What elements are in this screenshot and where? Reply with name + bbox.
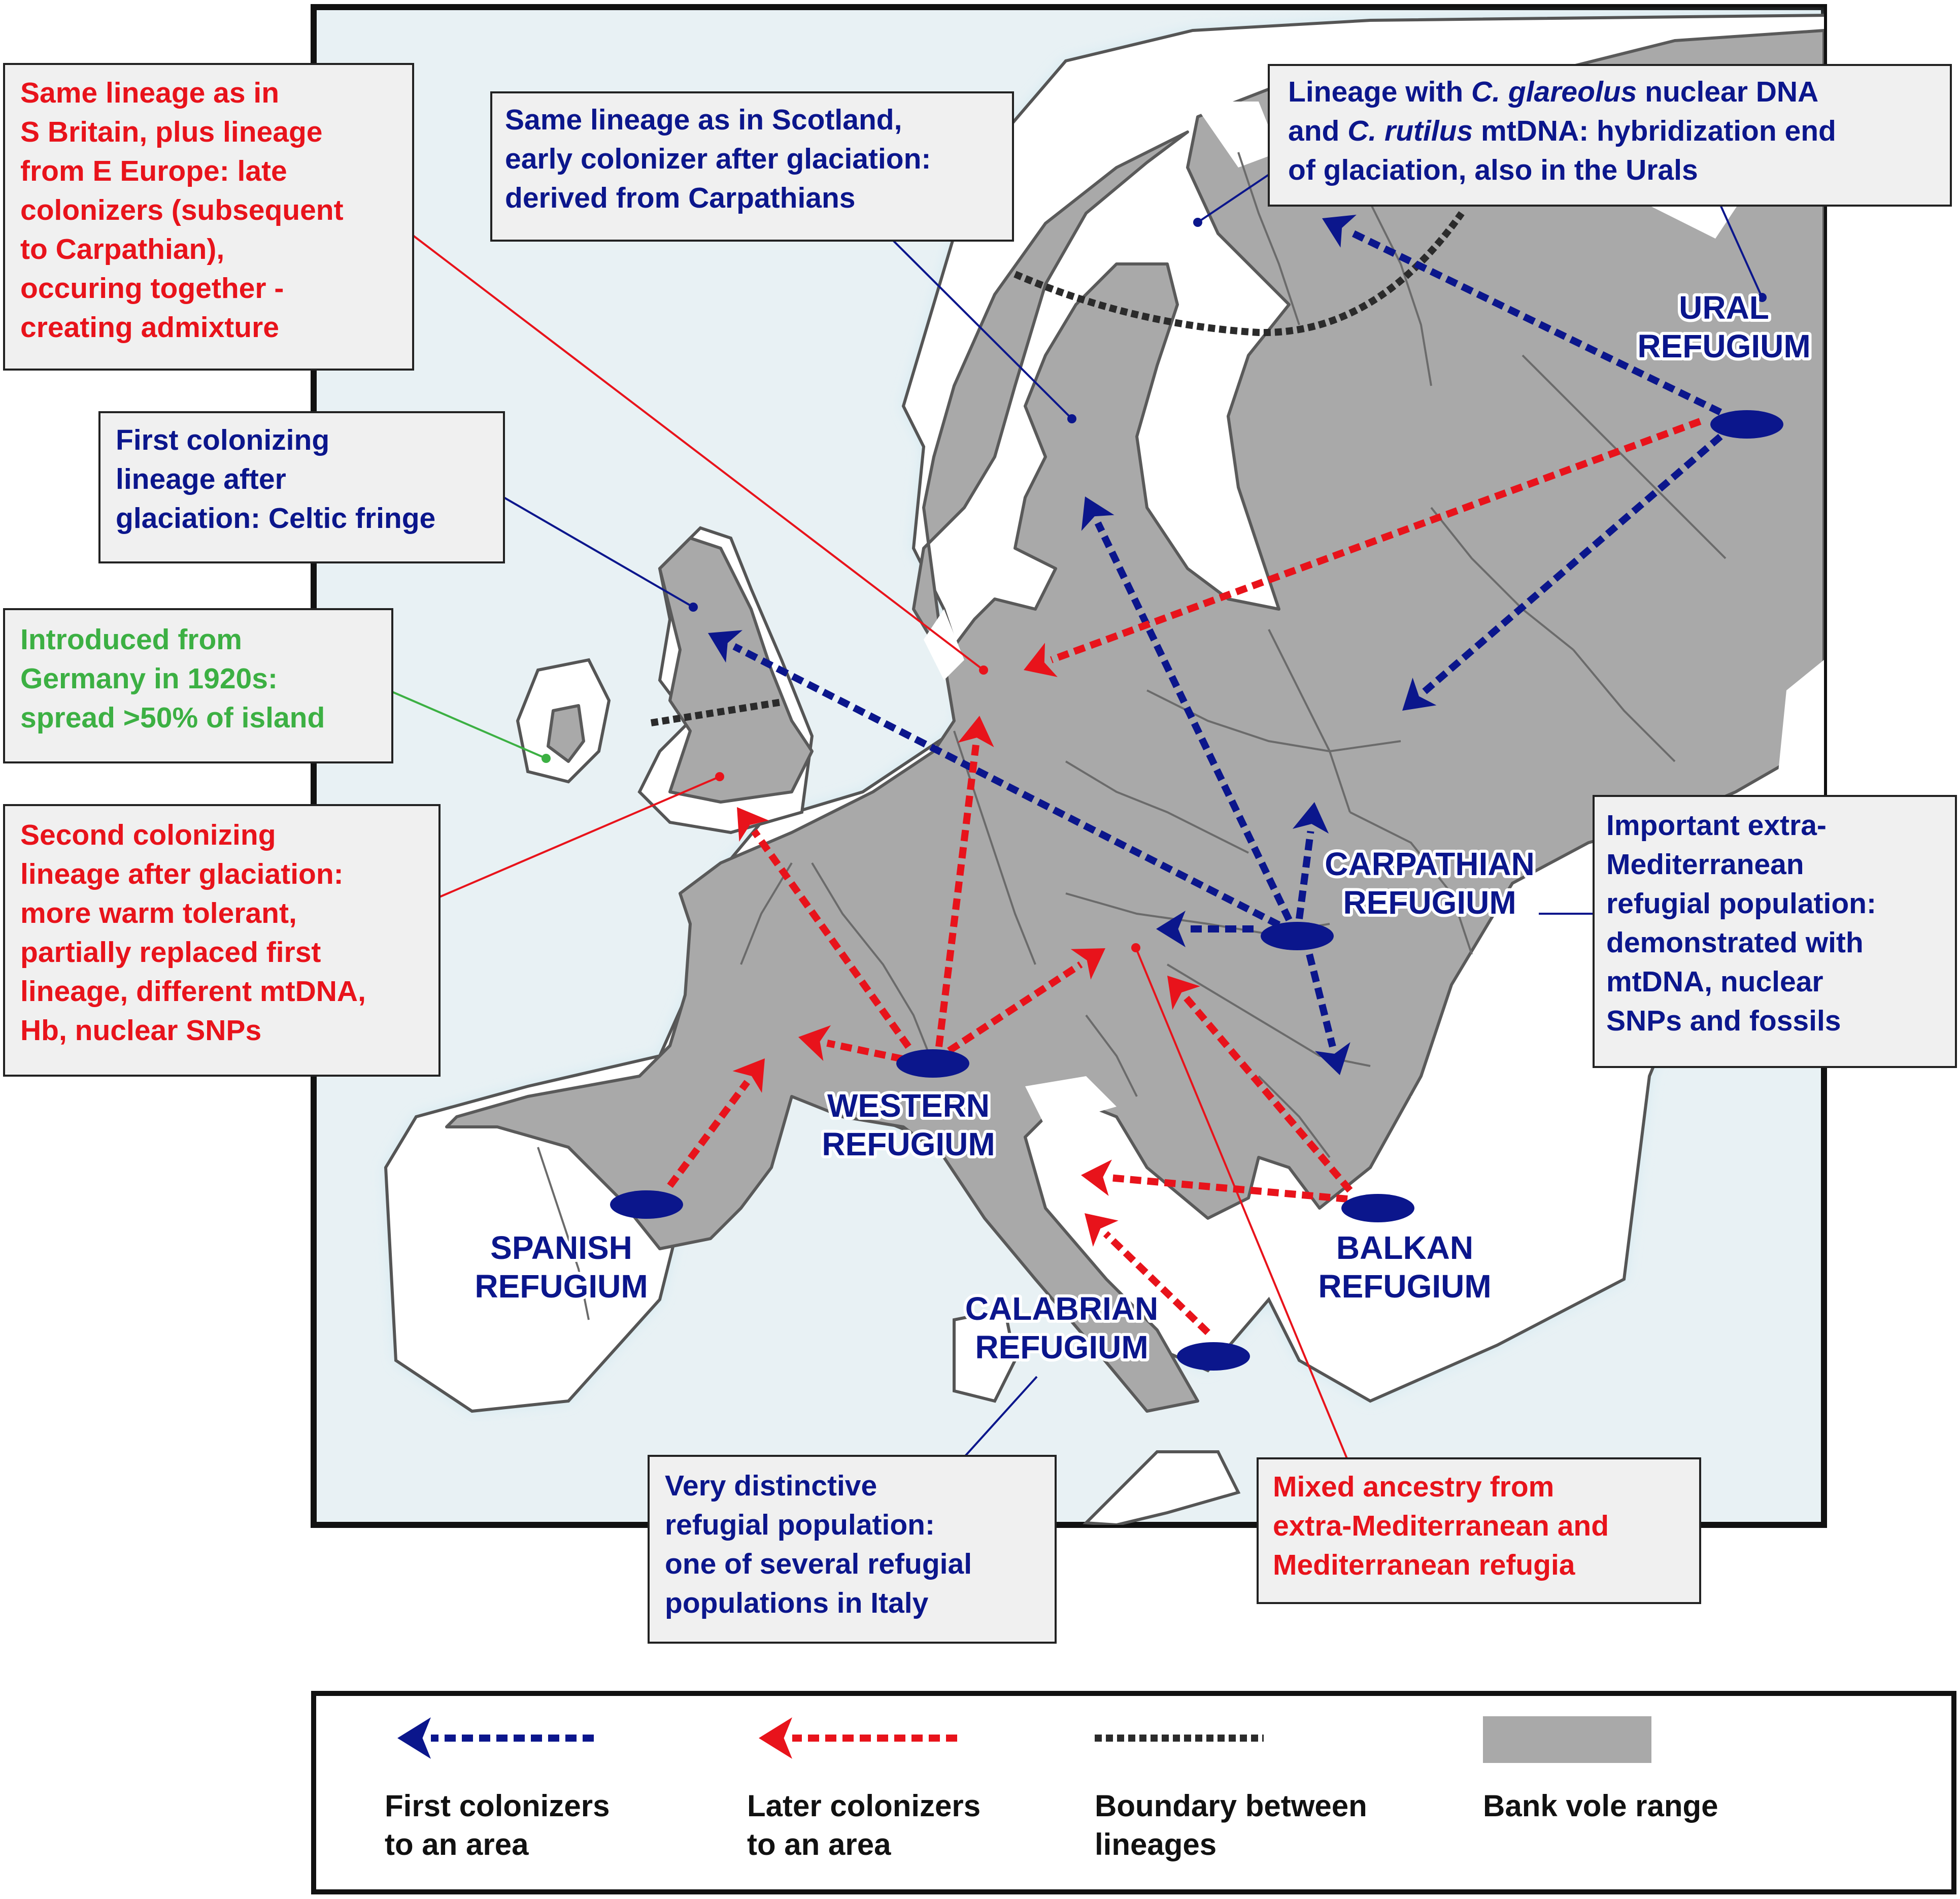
- callout-celtic-text: First colonizing lineage after glaciation: Celtic fringe: [116, 424, 436, 535]
- hybrid-text-segment: C. rutilus: [1347, 115, 1473, 147]
- calabrian-refugium-label: CALABRIAN REFUGIUM: [965, 1290, 1159, 1365]
- calabrian-refugium-marker: [1177, 1342, 1250, 1371]
- hybrid-text-segment: and: [1288, 115, 1348, 147]
- hybrid-text-segment: nuclear DNA: [1637, 76, 1819, 108]
- spanish-refugium-label: SPANISH REFUGIUM: [475, 1229, 648, 1305]
- hybrid-text-segment: of glaciation, also in the Urals: [1288, 154, 1698, 186]
- hybrid-text-segment: C. glareolus: [1471, 76, 1637, 108]
- ural-refugium-marker: [1710, 410, 1783, 439]
- spanish-refugium-marker: [610, 1190, 683, 1219]
- callout-mixed-text: Mixed ancestry from extra-Mediterranean and Mediterranean refugia: [1273, 1471, 1609, 1581]
- legend: [314, 1693, 1954, 1892]
- carpathian-refugium-label: CARPATHIAN REFUGIUM: [1325, 846, 1535, 921]
- legend-boundary-label: Boundary between lineages: [1095, 1789, 1367, 1861]
- hybrid-text-segment: Lineage with: [1288, 76, 1472, 108]
- callout-extra-med-text: Important extra-Mediterranean refugial population: demonstrated with mtDNA, nuclear SNPs and fossils: [1606, 809, 1876, 1037]
- legend-range-label: Bank vole range: [1483, 1789, 1718, 1823]
- callout-distinctive-text: Very distinctive refugial population: one of several refugial populations in Italy: [665, 1470, 972, 1619]
- western-refugium-label: WESTERN REFUGIUM: [822, 1087, 995, 1162]
- balkan-refugium-marker: [1341, 1194, 1414, 1222]
- ural-refugium-label: URAL REFUGIUM: [1637, 289, 1811, 364]
- callout-s-britain-text: Same lineage as in S Britain, plus lineage from E Europe: late colonizers (subsequent to Carpathian), occuring together -creating admixture: [20, 77, 344, 344]
- legend-first-label: First colonizers to an area: [385, 1789, 610, 1861]
- carpathian-refugium-marker: [1261, 922, 1334, 950]
- callout-introduced-text: Introduced from Germany in 1920s: spread >50% of island: [20, 623, 325, 734]
- hybrid-text-segment: mtDNA: hybridization end: [1473, 115, 1836, 147]
- western-refugium-marker: [896, 1049, 969, 1078]
- callout-second-text: Second colonizing lineage after glaciation: more warm tolerant, partially replaced first lineage, different mtDNA, Hb, nuclear SNPs: [20, 819, 366, 1047]
- balkan-refugium-label: BALKAN REFUGIUM: [1318, 1229, 1492, 1305]
- legend-range-symbol: [1483, 1716, 1651, 1763]
- legend-later-label: Later colonizers to an area: [747, 1789, 981, 1861]
- callout-scotland-text: Same lineage as in Scotland, early colonizer after glaciation: derived from Carpathians: [505, 104, 931, 214]
